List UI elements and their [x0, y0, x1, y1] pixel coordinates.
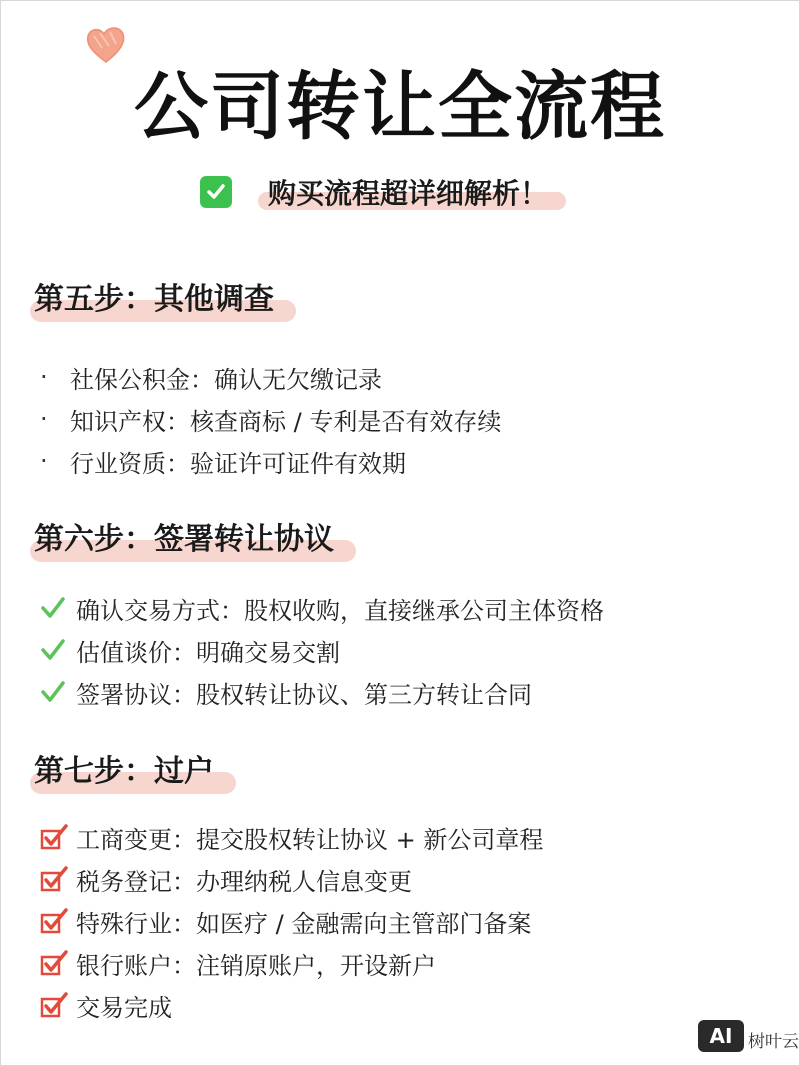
list-item-text: 签署协议：股权转让协议、第三方转让合同 — [76, 680, 532, 709]
step5-list — [40, 356, 501, 482]
section-heading-step6: 第六步：签署转让协议 — [34, 514, 356, 558]
list-item — [40, 671, 604, 713]
list-item — [40, 984, 543, 1026]
list-item-text: 银行账户：注销原账户，开设新户 — [76, 951, 436, 980]
list-item — [40, 356, 501, 398]
list-item — [40, 858, 543, 900]
green-check-icon — [40, 635, 74, 665]
red-checkbox-icon — [40, 948, 74, 978]
red-checkbox-icon — [40, 864, 74, 894]
list-item-text: 社保公积金：确认无欠缴记录 — [70, 365, 382, 394]
step7-list — [40, 816, 543, 1026]
red-checkbox-icon — [40, 822, 74, 852]
step6-list — [40, 587, 604, 713]
bullet-dot: · — [40, 447, 48, 475]
green-checkbox-icon — [200, 176, 232, 208]
list-item — [40, 816, 543, 858]
section-heading-step5: 第五步：其他调查 — [34, 274, 296, 318]
list-item — [40, 900, 543, 942]
green-check-icon — [40, 677, 74, 707]
bullet-dot: · — [40, 405, 48, 433]
watermark-brand: 树叶云 — [748, 1032, 799, 1052]
list-item-text: 知识产权：核查商标 / 专利是否有效存续 — [70, 407, 502, 436]
subtitle: 购买流程超详细解析！ — [258, 172, 566, 212]
list-item — [40, 587, 604, 629]
red-checkbox-icon — [40, 906, 74, 936]
list-item — [40, 440, 501, 482]
list-item-text: 估值谈价：明确交易交割 — [76, 638, 340, 667]
bullet-dot: · — [40, 363, 48, 391]
list-item-text: 行业资质：验证许可证件有效期 — [70, 449, 406, 478]
section-heading-step7: 第七步：过户 — [34, 746, 236, 790]
list-item-text: 交易完成 — [76, 993, 172, 1022]
list-item-text: 确认交易方式：股权收购，直接继承公司主体资格 — [76, 596, 604, 625]
list-item-text: 税务登记：办理纳税人信息变更 — [76, 867, 412, 896]
list-item — [40, 629, 604, 671]
subtitle-row — [200, 170, 566, 214]
watermark-logo: AI — [698, 1020, 744, 1052]
list-item — [40, 942, 543, 984]
list-item — [40, 398, 501, 440]
list-item-text: 特殊行业：如医疗 / 金融需向主管部门备案 — [76, 909, 532, 938]
green-check-icon — [40, 593, 74, 623]
list-item-text: 工商变更：提交股权转让协议 + 新公司章程 — [76, 825, 544, 854]
page-title: 公司转让全流程 — [134, 64, 666, 150]
red-checkbox-icon — [40, 990, 74, 1020]
